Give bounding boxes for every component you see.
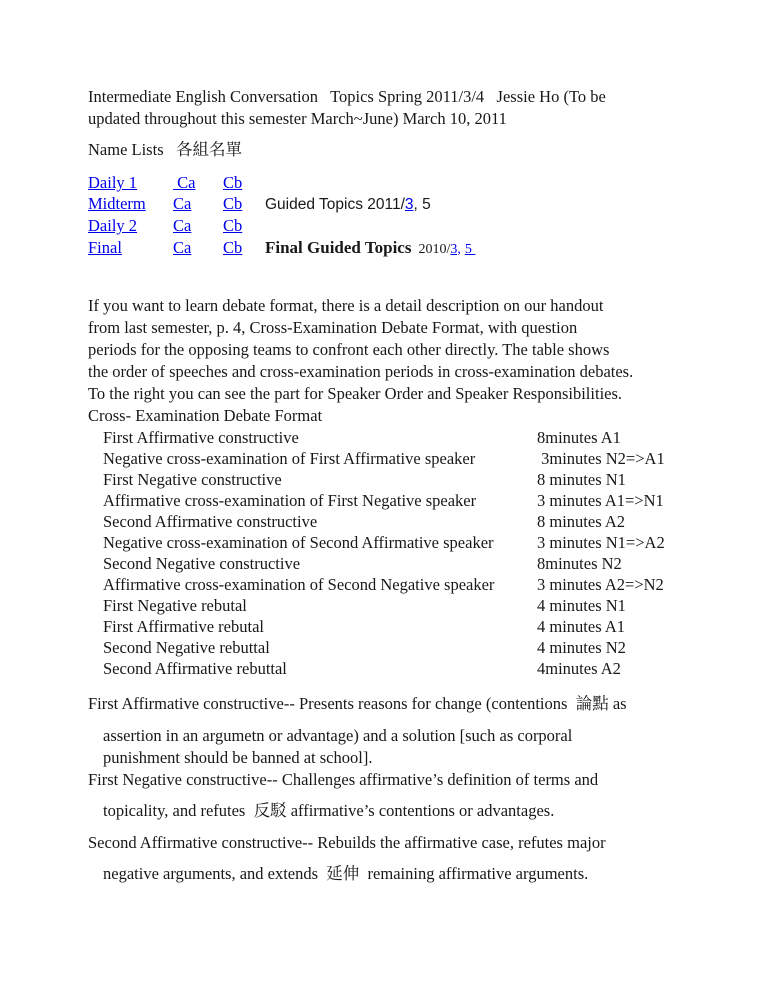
link-cell <box>173 215 223 236</box>
speaker-definitions <box>88 693 748 885</box>
midterm-cb-link[interactable]: Cb <box>223 194 243 214</box>
speech-time: 3 minutes A1=>N1 <box>537 490 664 510</box>
speech-label: First Affirmative rebutal <box>103 616 264 636</box>
intro-line: To the right you can see the part for Speaker Order and Speaker Responsibilities. <box>88 383 623 403</box>
debate-row <box>88 448 748 469</box>
final-link[interactable]: Final <box>88 237 122 257</box>
speech-time: 8 minutes A2 <box>537 511 626 531</box>
document-title <box>88 86 748 130</box>
speech-time: 8 minutes N1 <box>537 469 626 489</box>
daily-2-cb-link[interactable]: Cb <box>223 216 243 236</box>
speech-label: First Negative constructive <box>103 469 282 489</box>
link-cell <box>223 193 265 214</box>
daily-1-ca-link[interactable]: Ca <box>173 173 196 192</box>
intro-line: from last semester, p. 4, Cross-Examination Debate Format, with question <box>88 317 578 337</box>
document-content <box>88 86 748 885</box>
definition-line: punishment should be banned at school]. <box>103 747 373 767</box>
link-cell <box>223 172 265 193</box>
link-cell <box>223 215 265 236</box>
link-cell <box>223 237 265 258</box>
speech-time: 3minutes N2=>A1 <box>537 448 665 468</box>
guided-topics-tail: , 5 <box>413 196 431 214</box>
final-guided-topics-title: Final Guided Topics <box>265 237 412 257</box>
speech-time: 4 minutes N1 <box>537 595 626 615</box>
midterm-ca-link[interactable]: Ca <box>173 194 192 214</box>
definition-line: topicality, and refutes 反駁 affirmative’s contentions or advantages. <box>103 800 555 820</box>
debate-row <box>88 595 748 616</box>
speech-time: 8minutes A1 <box>537 427 621 447</box>
name-lists-heading: Name Lists 各組名單 <box>88 140 242 159</box>
debate-row <box>88 532 748 553</box>
link-row-daily-1 <box>88 172 748 193</box>
final-guided-topics-year: 2010/ <box>418 241 451 257</box>
link-cell <box>173 172 223 193</box>
link-cell <box>88 193 173 214</box>
speech-label: Affirmative cross-examination of Second Negative speaker <box>103 574 495 594</box>
speech-time: 3 minutes A2=>N2 <box>537 574 664 594</box>
title-line-2: updated throughout this semester March~June) March 10, 2011 <box>88 109 507 128</box>
title-line-1: Intermediate English Conversation Topics Spring 2011/3/4 Jessie Ho (To be <box>88 87 606 106</box>
link-cell <box>173 237 223 258</box>
speech-time: 4 minutes A1 <box>537 616 626 636</box>
intro-line: the order of speeches and cross-examination periods in cross-examination debates. <box>88 361 634 381</box>
debate-format-table <box>88 427 748 679</box>
speech-label: Negative cross-examination of First Affirmative speaker <box>103 448 476 468</box>
definition-line: assertion in an argumetn or advantage) and a solution [such as corporal <box>103 725 573 745</box>
definition-line: Second Affirmative constructive-- Rebuilds the affirmative case, refutes major <box>88 832 606 852</box>
daily-2-ca-link[interactable]: Ca <box>173 216 192 236</box>
definition-line: First Affirmative constructive-- Presents reasons for change (contentions 論點 as <box>88 693 627 713</box>
link-cell <box>88 172 173 193</box>
final-ca-link[interactable]: Ca <box>173 237 192 257</box>
debate-row <box>88 637 748 658</box>
final-guided-topics-note <box>265 237 748 260</box>
link-cell <box>88 237 173 258</box>
guided-topics-note <box>265 193 748 215</box>
speech-label: Second Negative constructive <box>103 553 301 573</box>
link-cell <box>88 215 173 236</box>
daily-1-cb-link[interactable]: Cb <box>223 173 243 192</box>
speech-time: 3 minutes N1=>A2 <box>537 532 665 552</box>
link-cell <box>173 193 223 214</box>
daily-1-link[interactable]: Daily 1 <box>88 173 138 192</box>
speech-time: 8minutes N2 <box>537 553 622 573</box>
speech-label: First Negative rebutal <box>103 595 247 615</box>
speech-label: Second Affirmative rebuttal <box>103 658 287 678</box>
debate-format-heading: Cross- Examination Debate Format <box>88 405 323 425</box>
debate-row <box>88 427 748 448</box>
speech-time: 4 minutes N2 <box>537 637 626 657</box>
speech-time: 4minutes A2 <box>537 658 621 678</box>
debate-row <box>88 658 748 679</box>
daily-2-link[interactable]: Daily 2 <box>88 216 138 236</box>
debate-row <box>88 574 748 595</box>
intro-line: periods for the opposing teams to confront each other directly. The table shows <box>88 339 610 359</box>
name-lists-links-table <box>88 172 748 260</box>
intro-line: If you want to learn debate format, there is a detail description on our handout <box>88 295 604 315</box>
definition-line: negative arguments, and extends 延伸 remaining affirmative arguments. <box>103 863 589 883</box>
speech-label: Affirmative cross-examination of First Negative speaker <box>103 490 477 510</box>
guided-topics-text: Guided Topics 2011/ <box>265 196 405 214</box>
speech-label: First Affirmative constructive <box>103 427 299 447</box>
debate-row <box>88 553 748 574</box>
definition-line: First Negative constructive-- Challenges affirmative’s definition of terms and <box>88 769 599 789</box>
final-guided-topics-5-link[interactable]: 5 <box>464 241 476 257</box>
link-row-midterm <box>88 193 748 215</box>
speech-label: Second Negative rebuttal <box>103 637 270 657</box>
speech-label: Second Affirmative constructive <box>103 511 318 531</box>
speech-label: Negative cross-examination of Second Affirmative speaker <box>103 532 494 552</box>
final-cb-link[interactable]: Cb <box>223 237 243 257</box>
link-row-final <box>88 237 748 260</box>
link-row-daily-2 <box>88 215 748 236</box>
guided-topics-3-link[interactable]: 3 <box>404 196 414 214</box>
debate-row <box>88 490 748 511</box>
debate-row <box>88 469 748 490</box>
final-guided-topics-3-link[interactable]: 3, <box>450 241 461 257</box>
intro-paragraph <box>88 295 748 427</box>
debate-row <box>88 511 748 532</box>
debate-row <box>88 616 748 637</box>
midterm-link[interactable]: Midterm <box>88 194 146 214</box>
